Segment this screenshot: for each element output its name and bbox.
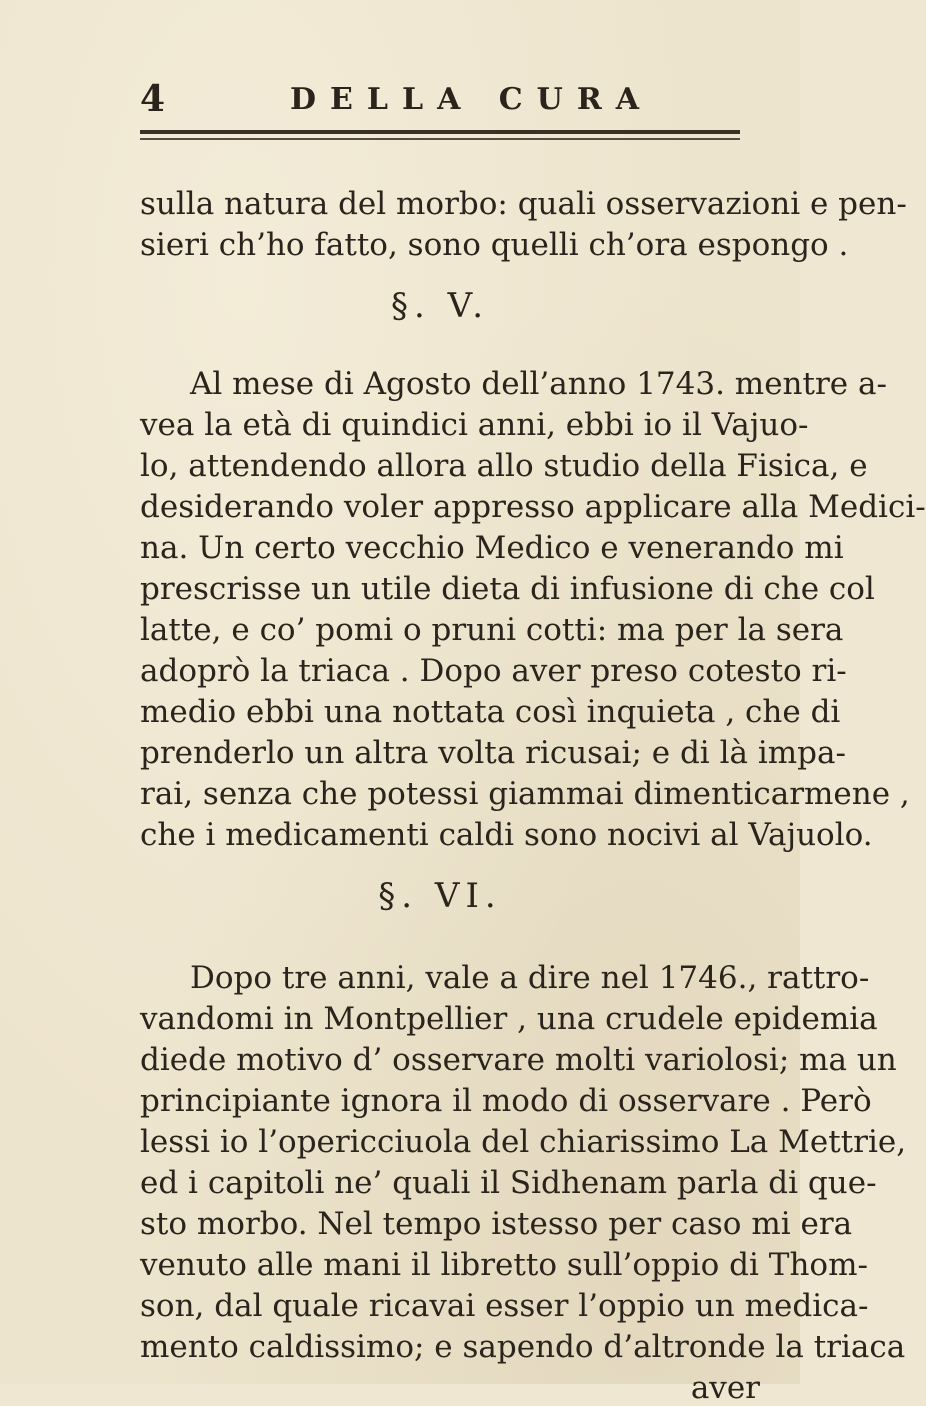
text-line: adoprò la triaca . Dopo aver preso cotesto ri-	[140, 653, 847, 689]
header-rule	[140, 130, 740, 134]
text-line: che i medicamenti caldi sono nocivi al Vajuolo.	[140, 817, 873, 853]
text-line: desiderando voler appresso applicare alla Medici-	[140, 489, 926, 525]
text-line: lessi io l’opericciuola del chiarissimo La Mettrie,	[140, 1124, 907, 1160]
running-head	[140, 78, 800, 128]
text-line: vea la età di quindici anni, ebbi io il Vajuo-	[140, 407, 809, 443]
text-line: prenderlo un altra volta ricusai; e di là impa-	[140, 735, 846, 771]
section-v-paragraph	[140, 364, 926, 856]
running-title: DELLA CURA	[290, 82, 654, 117]
text-line: sto morbo. Nel tempo istesso per caso mi era	[140, 1206, 853, 1242]
text-line: Dopo tre anni, vale a dire nel 1746., rattro-	[190, 960, 870, 996]
page-number: 4	[140, 78, 167, 120]
text-line: diede motivo d’ osservare molti variolosi; ma un	[140, 1042, 897, 1078]
section-heading-vi: §. VI.	[378, 876, 502, 916]
text-line: mento caldissimo; e sapendo d’altronde la triaca	[140, 1329, 906, 1365]
text-line: Al mese di Agosto dell’anno 1743. mentre a-	[190, 366, 887, 402]
text-line: rai, senza che potessi giammai dimenticarmene ,	[140, 776, 910, 812]
text-line: son, dal quale ricavai esser l’oppio un medica-	[140, 1288, 869, 1324]
section-vi-paragraph	[140, 958, 907, 1368]
text-line: na. Un certo vecchio Medico e venerando mi	[140, 530, 844, 566]
intro-paragraph	[140, 184, 907, 266]
text-line: principiante ignora il modo di osservare . Però	[140, 1083, 872, 1119]
catchword: aver	[690, 1370, 760, 1406]
header-rule-thin	[140, 138, 740, 140]
text-line: sulla natura del morbo: quali osservazioni e pen-	[140, 186, 907, 222]
section-heading-v: §. V.	[390, 286, 490, 326]
text-line: sieri ch’ho fatto, sono quelli ch’ora espongo .	[140, 227, 849, 263]
text-line: vandomi in Montpellier , una crudele epidemia	[140, 1001, 878, 1037]
text-line: ed i capitoli ne’ quali il Sidhenam parla di que-	[140, 1165, 877, 1201]
text-line: latte, e co’ pomi o pruni cotti: ma per la sera	[140, 612, 844, 648]
text-line: medio ebbi una nottata così inquieta , che di	[140, 694, 841, 730]
text-line: lo, attendendo allora allo studio della Fisica, e	[140, 448, 868, 484]
text-line: prescrisse un utile dieta di infusione di che col	[140, 571, 875, 607]
text-line: venuto alle mani il libretto sull’oppio di Thom-	[140, 1247, 868, 1283]
